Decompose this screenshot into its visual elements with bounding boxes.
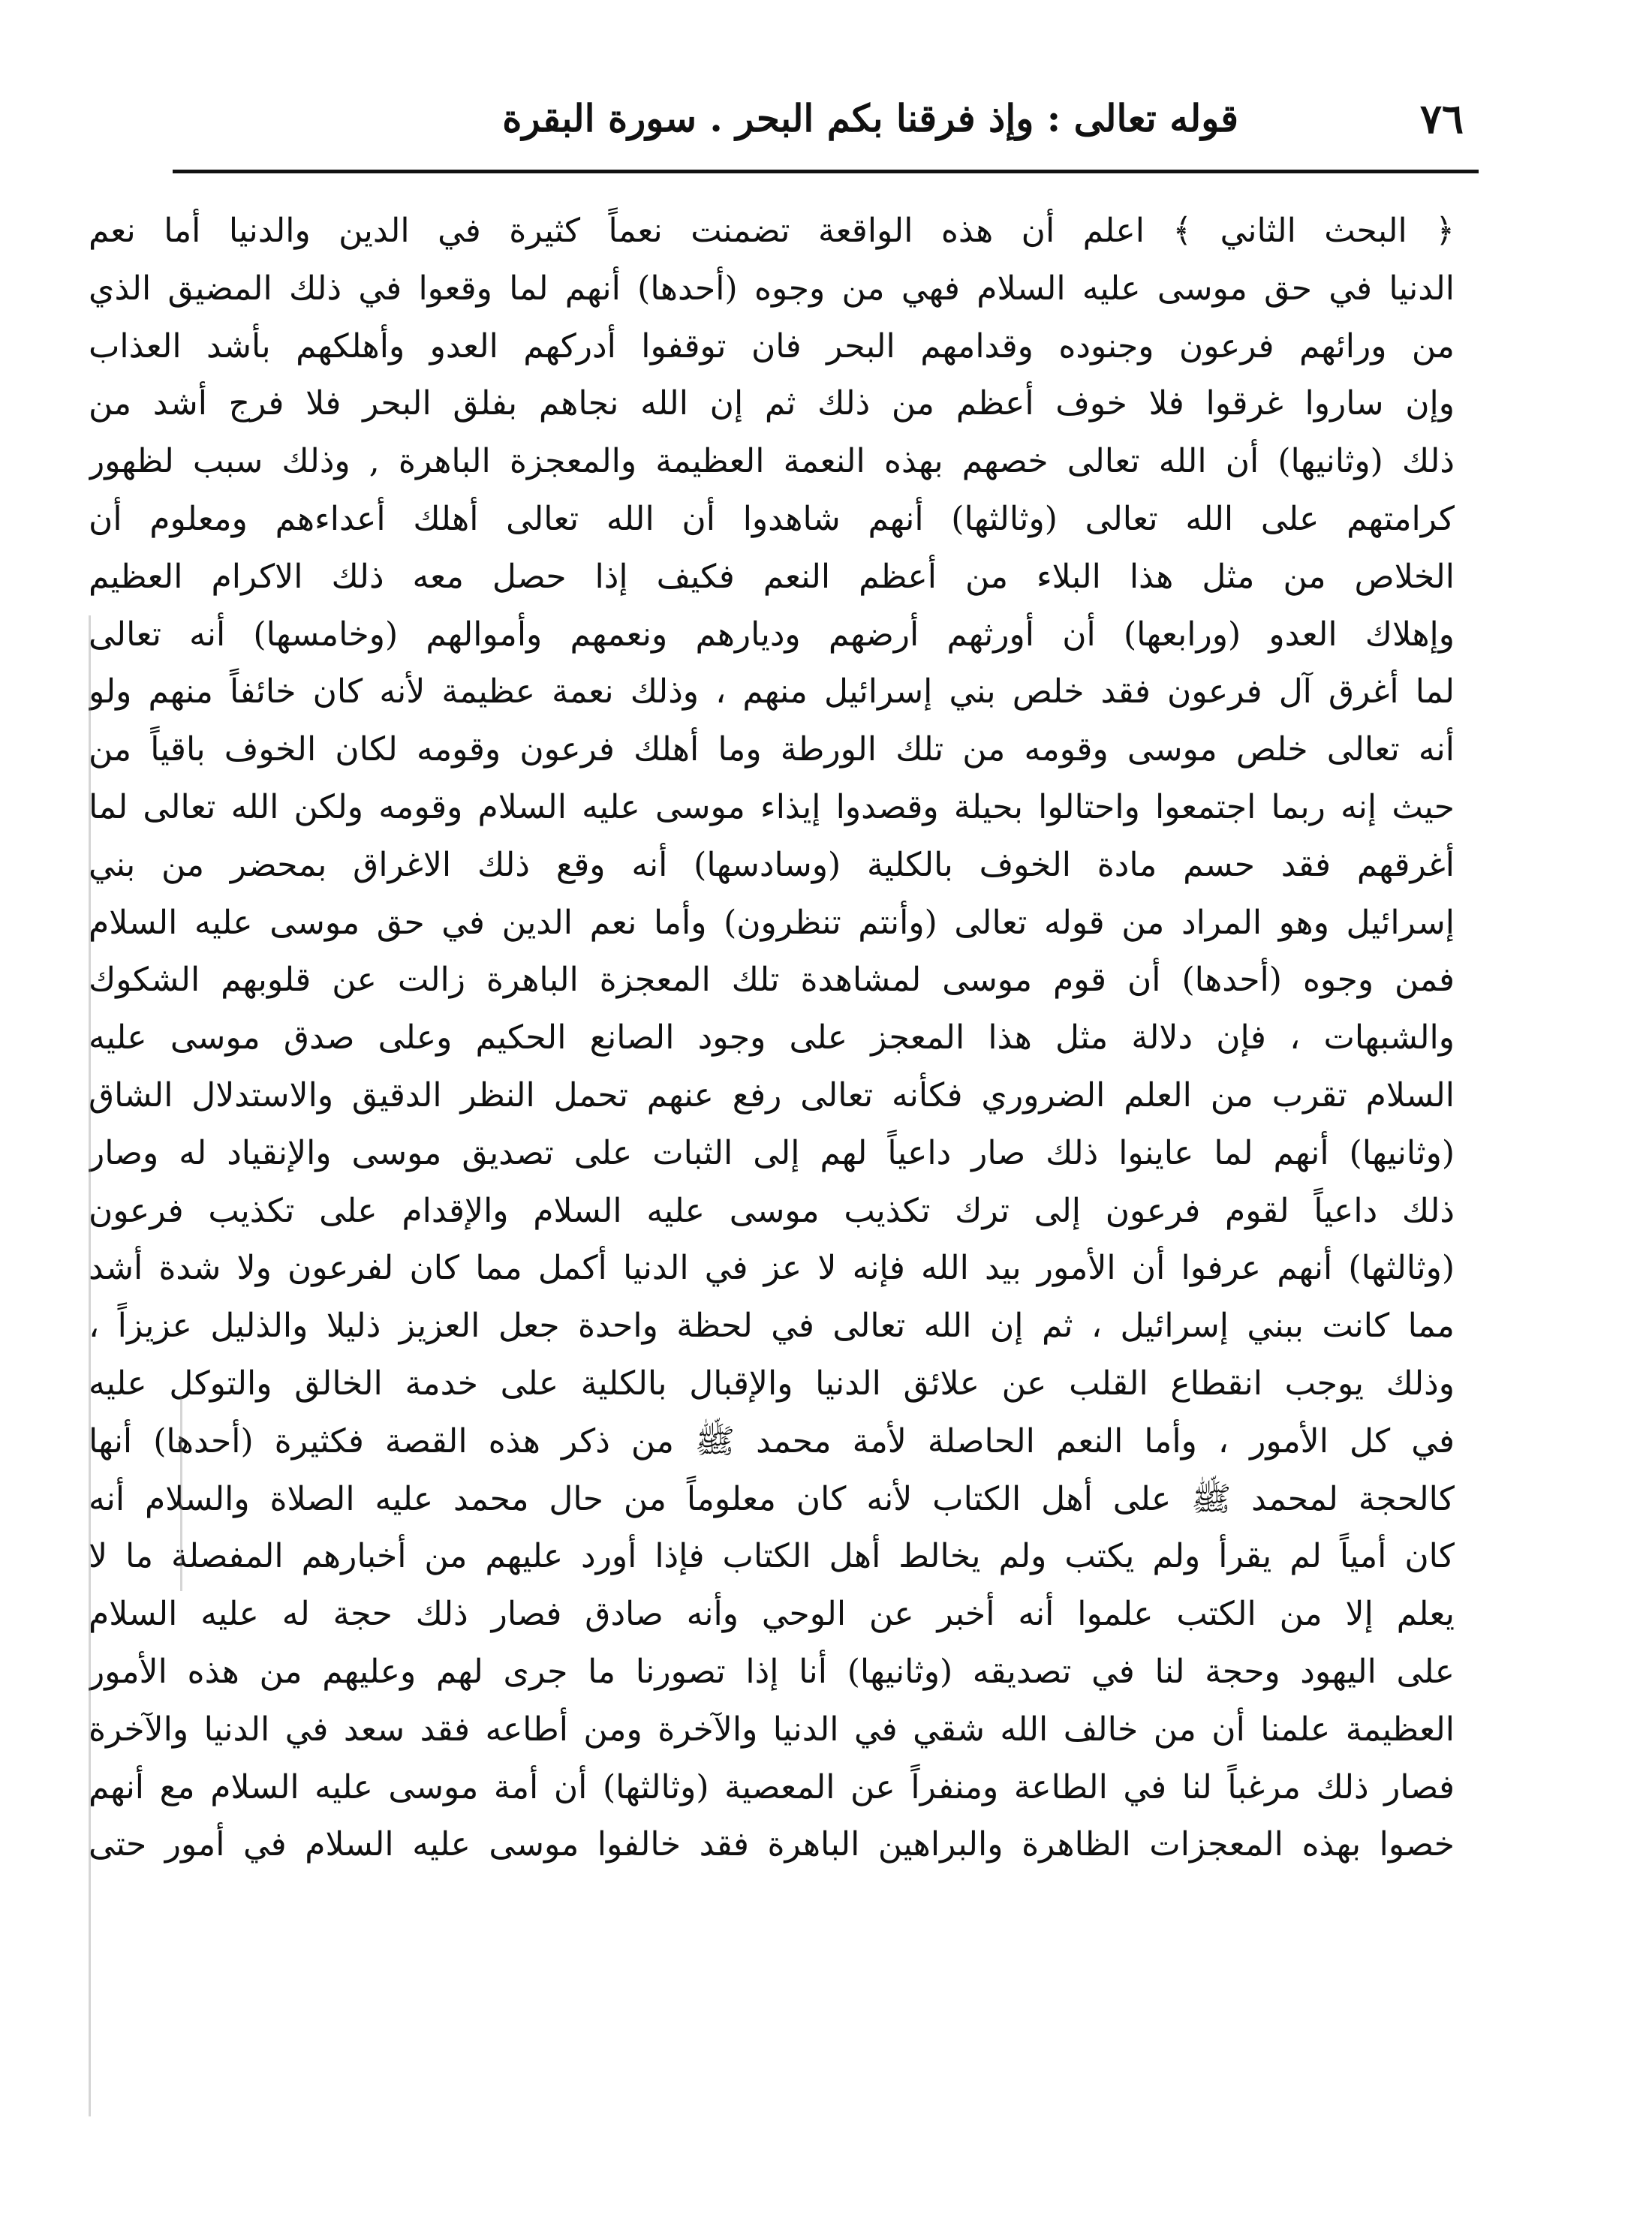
text-line: ذلك داعياً لقوم فرعون إلى ترك تكذيب موسى عليه السلام والإقدام على تكذيب فرعون xyxy=(89,1191,1455,1230)
text-line: كرامتهم على الله تعالى (وثالثها) أنهم شاهدوا أن الله تعالى أهلك أعداءهم ومعلوم أن xyxy=(89,499,1455,538)
text-line: وذلك يوجب انقطاع القلب عن علائق الدنيا والإقبال بالكلية على خدمة الخالق والتوكل عليه xyxy=(89,1364,1455,1403)
text-line: الخلاص من مثل هذا البلاء من أعظم النعم فكيف إذا حصل معه ذلك الاكرام العظيم xyxy=(89,557,1455,596)
text-line: والشبهات ، فإن دلالة مثل هذا المعجز على وجود الصانع الحكيم وعلى صدق موسى عليه xyxy=(89,1018,1455,1057)
header-rule xyxy=(173,170,1479,173)
text-line: حيث إنه ربما اجتمعوا واحتالوا بحيلة وقصدوا إيذاء موسى عليه السلام وقومه ولكن الله تعالى لما xyxy=(89,787,1455,826)
page-number: ٧٦ xyxy=(1419,95,1464,143)
text-line: وإهلاك العدو (ورابعها) أن أورثهم أرضهم وديارهم ونعمهم وأموالهم (وخامسها) أنه تعالى xyxy=(89,615,1455,654)
text-line: على اليهود وحجة لنا في تصديقه (وثانيها) أنا إذا تصورنا ما جرى لهم وعليهم من هذه الأمور xyxy=(89,1652,1455,1691)
text-line: كان أمياً لم يقرأ ولم يكتب ولم يخالط أهل الكتاب فإذا أورد عليهم من أخبارهم المفصلة ما لا xyxy=(89,1537,1455,1576)
text-line: ﴿ البحث الثاني ﴾ اعلم أن هذه الواقعة تضمنت نعماً كثيرة في الدين والدنيا أما نعم xyxy=(89,212,1455,250)
scan-artifact-line xyxy=(89,615,91,2116)
running-title: قوله تعالى : وإذ فرقنا بكم البحر . سورة البقرة xyxy=(502,96,1238,140)
text-line: فصار ذلك مرغباً لنا في الطاعة ومنفراً عن المعصية (وثالثها) أن أمة موسى عليه السلام مع أنهم xyxy=(89,1767,1455,1806)
text-line: أغرقهم فقد حسم مادة الخوف بالكلية (وسادسها) أنه وقع ذلك الاغراق بمحضر من بني xyxy=(89,845,1455,884)
scan-artifact-line xyxy=(180,1396,182,1591)
text-line: في كل الأمور ، وأما النعم الحاصلة لأمة محمد ﷺ من ذكر هذه القصة فكثيرة (أحدها) أنها xyxy=(89,1421,1455,1460)
text-line: فمن وجوه (أحدها) أن قوم موسى لمشاهدة تلك المعجزة الباهرة زالت عن قلوبهم الشكوك xyxy=(89,961,1455,1000)
text-line: يعلم إلا من الكتب علموا أنه أخبر عن الوحي وأنه صادق فصار ذلك حجة له عليه السلام xyxy=(89,1595,1455,1634)
text-line: العظيمة علمنا أن من خالف الله شقي في الدنيا والآخرة ومن أطاعه فقد سعد في الدنيا والآخرة xyxy=(89,1710,1455,1749)
text-line: خصوا بهذه المعجزات الظاهرة والبراهين الباهرة فقد خالفوا موسى عليه السلام في أمور حتى xyxy=(89,1825,1455,1864)
page-header xyxy=(173,89,1464,149)
text-line: أنه تعالى خلص موسى وقومه من تلك الورطة وما أهلك فرعون وقومه لكان الخوف باقياً من xyxy=(89,730,1455,769)
text-line: إسرائيل وهو المراد من قوله تعالى (وأنتم تنظرون) وأما نعم الدين في حق موسى عليه السلام xyxy=(89,903,1455,942)
text-line: ذلك (وثانيها) أن الله تعالى خصهم بهذه النعمة العظيمة والمعجزة الباهرة , وذلك سبب لظهور xyxy=(89,442,1455,481)
text-line: وإن ساروا غرقوا فلا خوف أعظم من ذلك ثم إن الله نجاهم بفلق البحر فلا فرج أشد من xyxy=(89,384,1455,423)
text-line: كالحجة لمحمد ﷺ على أهل الكتاب لأنه كان معلوماً من حال محمد عليه الصلاة والسلام أنه xyxy=(89,1479,1455,1518)
text-line: (وثالثها) أنهم عرفوا أن الأمور بيد الله فإنه لا عز في الدنيا أكمل مما كان لفرعون ولا شدة أشد xyxy=(89,1249,1455,1288)
text-line: السلام تقرب من العلم الضروري فكأنه تعالى رفع عنهم تحمل النظر الدقيق والاستدلال الشاق xyxy=(89,1075,1455,1115)
body-text xyxy=(89,203,1455,1874)
text-line: مما كانت ببني إسرائيل ، ثم إن الله تعالى في لحظة واحدة جعل العزيز ذليلا والذليل عزيزاً ، xyxy=(89,1307,1455,1346)
text-line: لما أغرق آل فرعون فقد خلص بني إسرائيل منهم ، وذلك نعمة عظيمة لأنه كان خائفاً منهم ولو xyxy=(89,672,1455,711)
text-line: من ورائهم فرعون وجنوده وقدامهم البحر فان توقفوا أدركهم العدو وأهلكهم بأشد العذاب xyxy=(89,326,1455,365)
text-line: (وثانيها) أنهم لما عاينوا ذلك صار داعياً لهم إلى الثبات على تصديق موسى والإنقياد له وصار xyxy=(89,1133,1455,1172)
text-line: الدنيا في حق موسى عليه السلام فهي من وجوه (أحدها) أنهم لما وقعوا في ذلك المضيق الذي xyxy=(89,269,1455,308)
